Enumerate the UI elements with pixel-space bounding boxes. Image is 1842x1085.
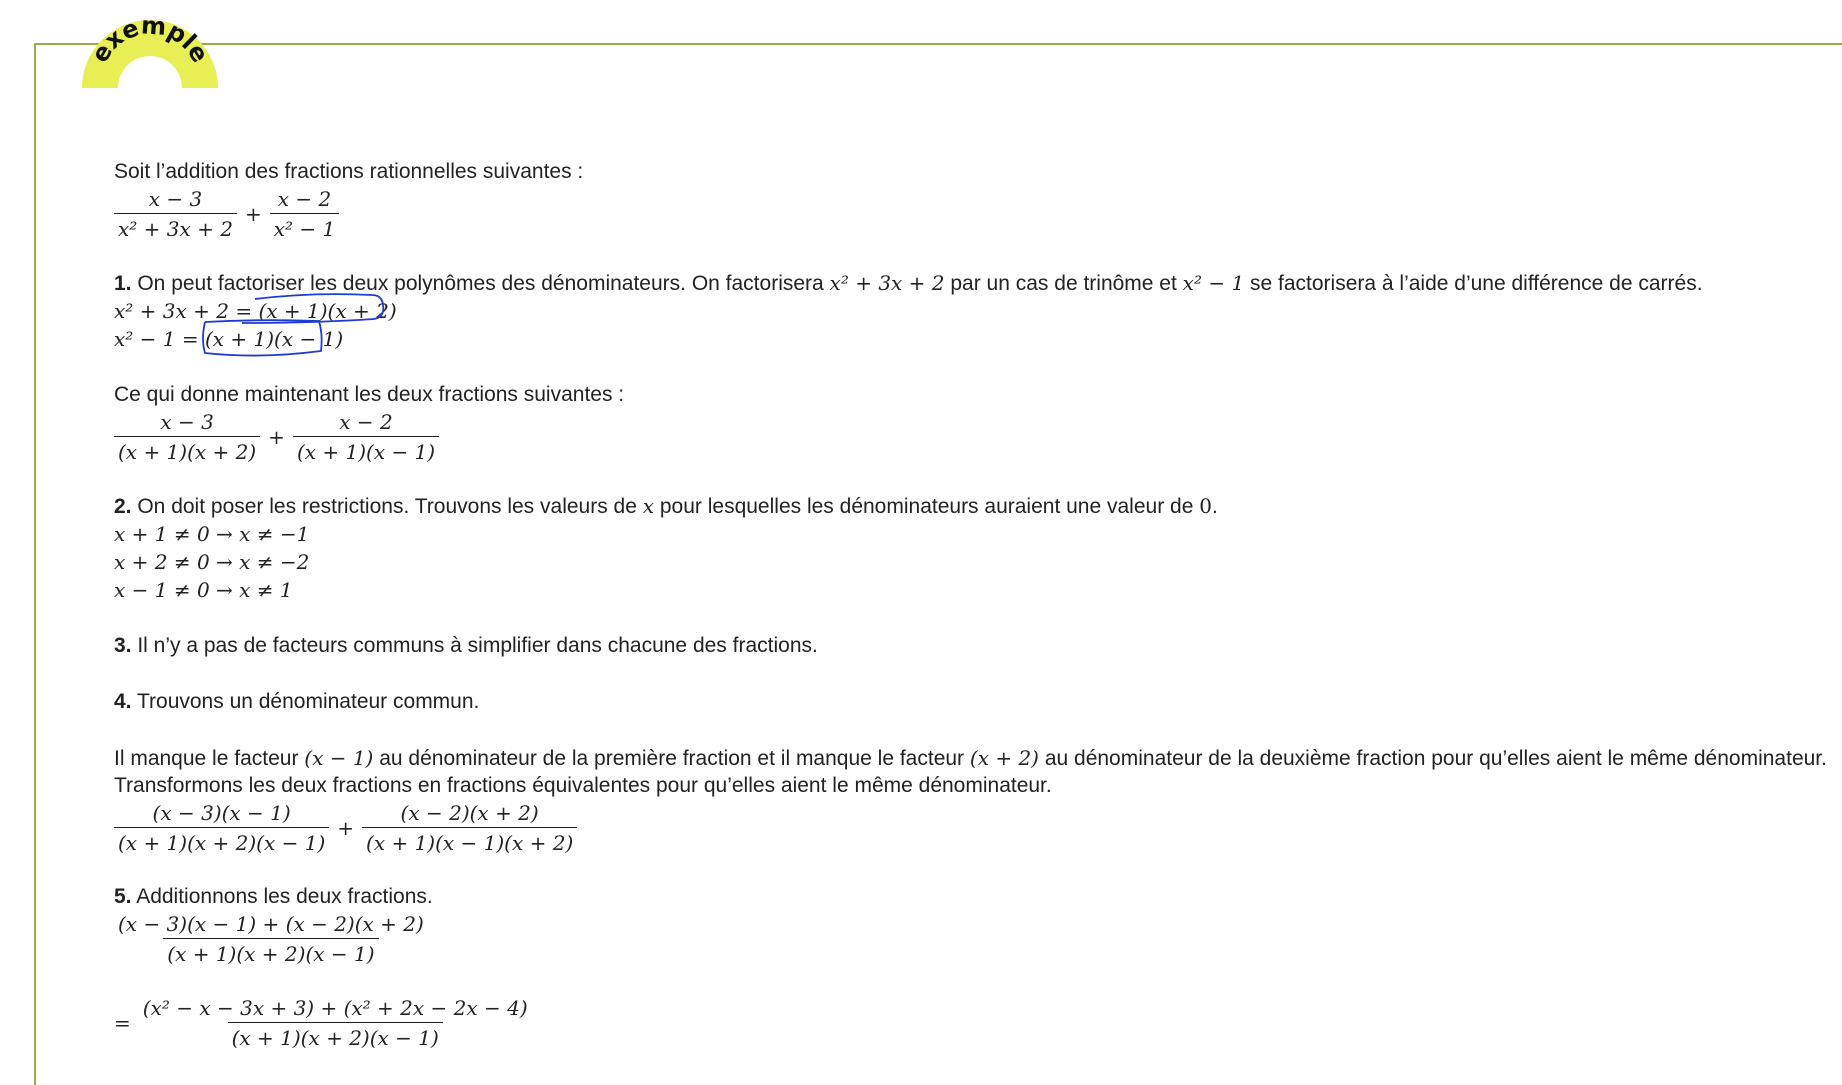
intro-expression bbox=[114, 186, 1834, 242]
math-inline: 0 bbox=[1199, 494, 1212, 518]
step1-text: On peut factoriser les deux polynômes des dénominateurs. On factorisera bbox=[131, 272, 830, 295]
step4-paragraph bbox=[114, 688, 1834, 716]
intro-text: Soit l’addition des fractions rationnelles suivantes : bbox=[114, 160, 584, 183]
numerator: (x² − x − 3x + 3) + (x² + 2x − 2x − 4) bbox=[142, 996, 528, 1020]
denominator: (x + 1)(x + 2) bbox=[114, 436, 260, 464]
step4-text: au dénominateur de la première fraction et il manque le facteur bbox=[373, 747, 970, 770]
step4-text: Il manque le facteur bbox=[114, 747, 305, 770]
denominator: (x + 1)(x + 2)(x − 1) bbox=[163, 938, 378, 966]
step5-expanded bbox=[114, 995, 1834, 1051]
step2-text: On doit poser les restrictions. Trouvons les valeurs de bbox=[131, 495, 643, 518]
step-number: 4. bbox=[114, 690, 132, 713]
numerator: x − 2 bbox=[277, 187, 332, 211]
step1-text: se factorisera à l’aide d’une différence de carrés. bbox=[1244, 272, 1703, 295]
restriction-3: x − 1 ≠ 0 → x ≠ 1 bbox=[114, 578, 293, 602]
denominator: (x + 1)(x + 2)(x − 1) bbox=[114, 827, 329, 855]
svg-text:exemple bbox=[86, 11, 214, 67]
denominator: (x + 1)(x + 2)(x − 1) bbox=[228, 1022, 443, 1050]
step5-paragraph bbox=[114, 883, 1834, 911]
fraction bbox=[114, 912, 428, 966]
numerator: x − 3 bbox=[148, 187, 203, 211]
step3-paragraph bbox=[114, 632, 1834, 660]
step5-sum bbox=[114, 911, 1834, 967]
step2-text: pour lesquelles les dénominateurs auraient une valeur de bbox=[654, 495, 1200, 518]
fraction bbox=[270, 187, 340, 241]
equals-sign: = bbox=[114, 1011, 131, 1035]
restriction-2: x + 2 ≠ 0 → x ≠ −2 bbox=[114, 550, 310, 574]
step2-text: . bbox=[1211, 495, 1218, 518]
step-number: 5. bbox=[114, 885, 132, 908]
fraction bbox=[114, 801, 329, 855]
plus-sign: + bbox=[268, 425, 285, 449]
equation-left: x² + 3x + 2 = bbox=[114, 299, 259, 323]
fraction bbox=[114, 187, 237, 241]
numerator: x − 2 bbox=[339, 410, 393, 434]
fraction bbox=[362, 801, 577, 855]
math-inline: (x + 2) bbox=[969, 746, 1039, 770]
step4-transform-text: Transformons les deux fractions en fractions équivalentes pour qu’elles aient le même dénominateur. bbox=[114, 774, 1052, 797]
equation-right: (x + 1)(x − 1) bbox=[204, 327, 344, 351]
numerator: (x − 3)(x − 1) bbox=[152, 801, 291, 825]
step4-expression bbox=[114, 800, 1834, 856]
now-expression bbox=[114, 409, 1834, 465]
badge-label: exemple bbox=[85, 11, 215, 68]
math-inline: (x − 1) bbox=[304, 746, 374, 770]
denominator: (x + 1)(x − 1)(x + 2) bbox=[362, 827, 577, 855]
plus-sign: + bbox=[337, 816, 355, 840]
denominator: x² − 1 bbox=[270, 213, 340, 241]
now-text: Ce qui donne maintenant les deux fractions suivantes : bbox=[114, 383, 625, 406]
math-inline: x² + 3x + 2 bbox=[829, 271, 945, 295]
step4-text: au dénominateur de la deuxième fraction pour qu’elles aient le même dénominateur. bbox=[1038, 747, 1827, 770]
fraction bbox=[114, 410, 260, 464]
step2-paragraph bbox=[114, 492, 1834, 520]
step1-text: par un cas de trinôme et bbox=[944, 272, 1183, 295]
fraction bbox=[293, 410, 439, 464]
factor-equation-1 bbox=[114, 297, 1834, 325]
step-number: 2. bbox=[114, 495, 132, 518]
step4-explanation bbox=[114, 744, 1834, 772]
equation-left: x² − 1 = bbox=[114, 327, 205, 351]
plus-sign: + bbox=[244, 202, 262, 226]
circled-factor bbox=[205, 325, 343, 353]
numerator: (x − 3)(x − 1) + (x − 2)(x + 2) bbox=[118, 912, 424, 936]
step1-paragraph bbox=[114, 269, 1834, 297]
restriction-1: x + 1 ≠ 0 → x ≠ −1 bbox=[114, 522, 310, 546]
step-number: 3. bbox=[114, 634, 132, 657]
fraction bbox=[139, 996, 532, 1050]
step4-text: Trouvons un dénominateur commun. bbox=[131, 690, 480, 713]
numerator: x − 3 bbox=[160, 410, 214, 434]
denominator: x² + 3x + 2 bbox=[114, 213, 237, 241]
math-inline: x bbox=[642, 494, 655, 518]
numerator: (x − 2)(x + 2) bbox=[400, 801, 539, 825]
factor-equation-2 bbox=[114, 325, 1834, 353]
step3-text: Il n’y a pas de facteurs communs à simplifier dans chacune des fractions. bbox=[131, 634, 818, 657]
denominator: (x + 1)(x − 1) bbox=[293, 436, 439, 464]
math-inline: x² − 1 bbox=[1182, 271, 1245, 295]
equation-right: (x + 1)(x + 2) bbox=[258, 299, 397, 323]
example-content bbox=[114, 158, 1834, 1051]
circled-factor bbox=[258, 297, 396, 325]
step5-text: Additionnons les deux fractions. bbox=[131, 885, 433, 908]
step-number: 1. bbox=[114, 272, 132, 295]
example-badge bbox=[74, 4, 234, 94]
